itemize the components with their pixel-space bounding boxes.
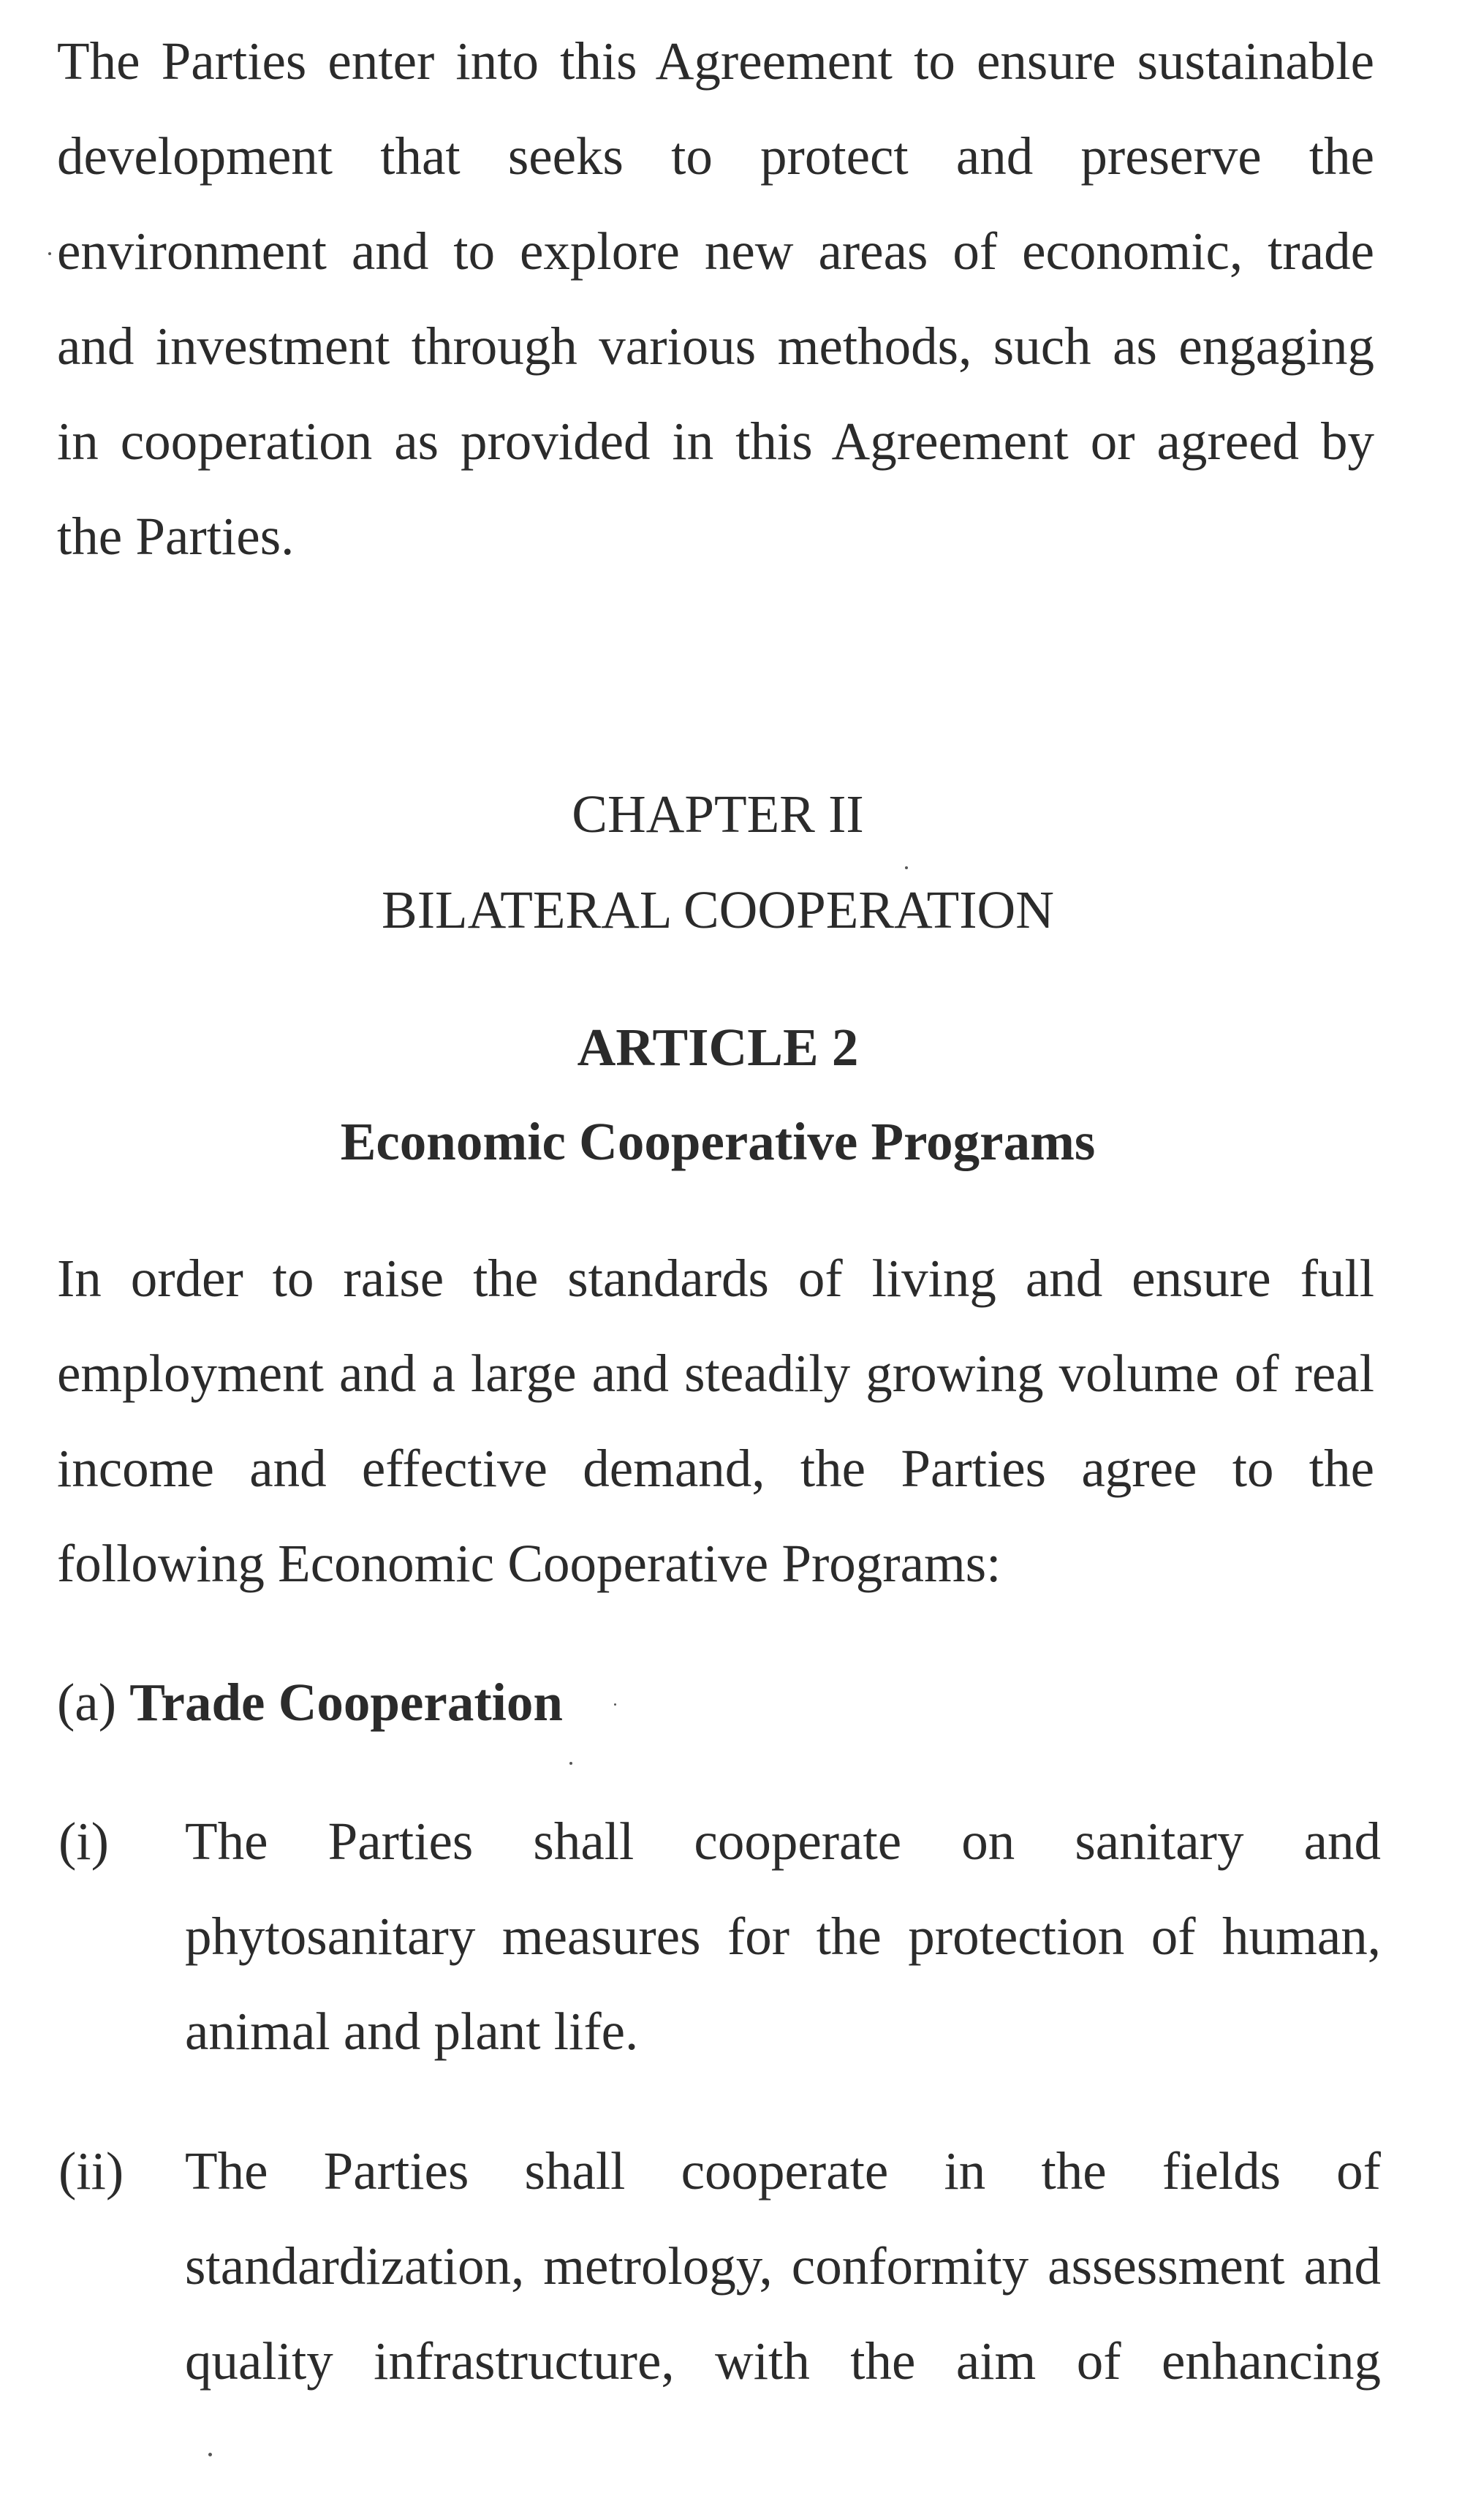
scan-speck [208, 2453, 212, 2456]
paragraph-line: in cooperation as provided in this Agreement or agreed by [57, 412, 1374, 471]
list-item-line: standardization, metrology, conformity assessment and [185, 2236, 1381, 2296]
list-item-label: (ii) [58, 2141, 124, 2201]
article-number: ARTICLE 2 [577, 1018, 859, 1077]
list-item-label: (i) [58, 1812, 109, 1871]
scan-speck [48, 252, 51, 255]
paragraph-line: development that seeks to protect and preserve the [57, 126, 1374, 186]
article-title: Economic Cooperative Programs [340, 1112, 1096, 1171]
paragraph-line: The Parties enter into this Agreement to ensure sustainable [57, 31, 1374, 91]
paragraph-line: the Parties. [57, 507, 295, 566]
list-item-line: animal and plant life. [185, 2002, 639, 2061]
paragraph-line: In order to raise the standards of living and ensure full [57, 1249, 1374, 1308]
list-item-line: The Parties shall cooperate on sanitary and [185, 1812, 1381, 1871]
paragraph-line: employment and a large and steadily growing volume of real [57, 1344, 1374, 1403]
section-title: Trade Cooperation [129, 1673, 564, 1732]
list-item-line: phytosanitary measures for the protection of human, [185, 1907, 1381, 1966]
chapter-title: BILATERAL COOPERATION [382, 880, 1054, 939]
list-item-line: The Parties shall cooperate in the fields of [185, 2141, 1381, 2201]
scan-speck [614, 1703, 616, 1706]
paragraph-line: and investment through various methods, such as engaging [57, 317, 1374, 376]
paragraph-line: income and effective demand, the Parties agree to the [57, 1439, 1374, 1498]
section-label: (a) [57, 1673, 117, 1732]
scan-speck [905, 866, 908, 869]
paragraph-line: environment and to explore new areas of economic, trade [57, 222, 1374, 281]
list-item-line: quality infrastructure, with the aim of enhancing [185, 2331, 1381, 2391]
paragraph-line: following Economic Cooperative Programs: [57, 1534, 1001, 1593]
scan-speck [569, 1762, 572, 1765]
chapter-number: CHAPTER II [572, 784, 864, 844]
section-heading [57, 1655, 1374, 1750]
